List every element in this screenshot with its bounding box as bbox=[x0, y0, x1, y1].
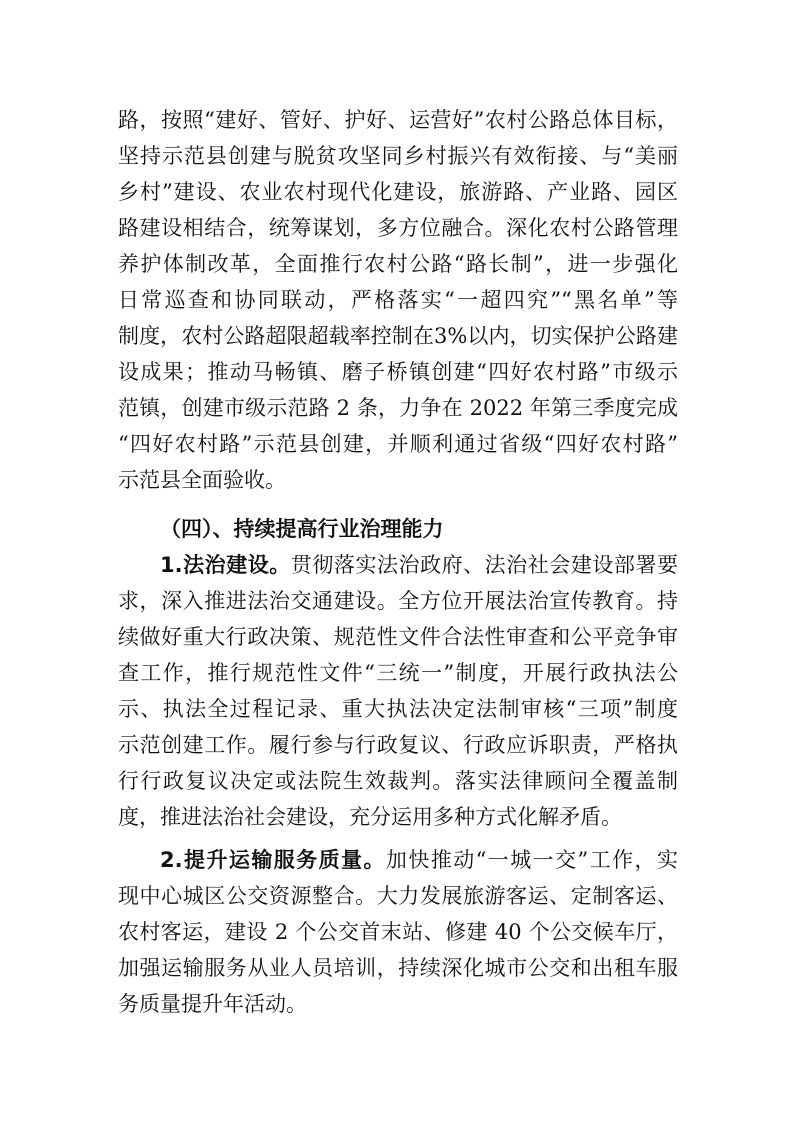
body-text-line: 务质量提升年活动。 bbox=[118, 992, 307, 1016]
body-text-line: “四好农村路”示范县创建，并顺利通过省级“四好农村路” bbox=[118, 432, 678, 456]
body-text-line: 农村客运，建设 2 个公交首末站、修建 40 个公交候车厅， bbox=[118, 920, 678, 944]
body-text-line: 行行政复议决定或法院生效裁判。落实法律顾问全覆盖制 bbox=[118, 769, 678, 793]
section-heading: （四）、持续提高行业治理能力 bbox=[160, 517, 444, 541]
body-text-line: 示范县全面验收。 bbox=[118, 468, 286, 492]
paragraph-first-line bbox=[160, 547, 678, 583]
body-text-line: 加强运输服务从业人员培训，持续深化城市公交和出租车服 bbox=[118, 956, 678, 980]
paragraph-first-line bbox=[160, 842, 678, 878]
body-text-line: 路建设相结合，统筹谋划，多方位融合。深化农村公路管理 bbox=[118, 216, 678, 240]
body-text-line: 示、执法全过程记录、重大执法决定法制审核“三项”制度 bbox=[118, 697, 678, 721]
body-text-line: 路，按照“建好、管好、护好、运营好”农村公路总体目标， bbox=[118, 108, 678, 132]
body-text-line: 日常巡查和协同联动，严格落实“一超四究”“黑名单”等 bbox=[118, 288, 678, 312]
body-text-line: 制度，农村公路超限超载率控制在3%以内，切实保护公路建 bbox=[118, 324, 678, 348]
body-text-line: 查工作，推行规范性文件“三统一”制度，开展行政执法公 bbox=[118, 661, 678, 685]
subsection-lead: 2.提升运输服务质量。 bbox=[160, 848, 386, 872]
body-text: 加快推动“一城一交”工作，实 bbox=[385, 848, 678, 872]
body-text-line: 坚持示范县创建与脱贫攻坚同乡村振兴有效衔接、与“美丽 bbox=[118, 144, 678, 168]
subsection-lead: 1.法治建设。 bbox=[160, 553, 291, 577]
body-text-line: 度，推进法治社会建设，充分运用多种方式化解矛盾。 bbox=[118, 805, 622, 829]
body-text-line: 范镇，创建市级示范路 2 条，力争在 2022 年第三季度完成 bbox=[118, 396, 678, 420]
body-text-line: 现中心城区公交资源整合。大力发展旅游客运、定制客运、 bbox=[118, 884, 678, 908]
body-text-line: 乡村”建设、农业农村现代化建设，旅游路、产业路、园区 bbox=[118, 180, 678, 204]
body-text-line: 示范创建工作。履行参与行政复议、行政应诉职责，严格执 bbox=[118, 733, 678, 757]
body-text: 贯彻落实法治政府、法治社会建设部署要 bbox=[290, 553, 678, 577]
body-text-line: 设成果；推动马畅镇、磨子桥镇创建“四好农村路”市级示 bbox=[118, 360, 678, 384]
body-text-line: 续做好重大行政决策、规范性文件合法性审查和公平竞争审 bbox=[118, 625, 678, 649]
body-text-line: 养护体制改革，全面推行农村公路“路长制”，进一步强化 bbox=[118, 252, 678, 276]
body-text-line: 求，深入推进法治交通建设。全方位开展法治宣传教育。持 bbox=[118, 589, 678, 613]
